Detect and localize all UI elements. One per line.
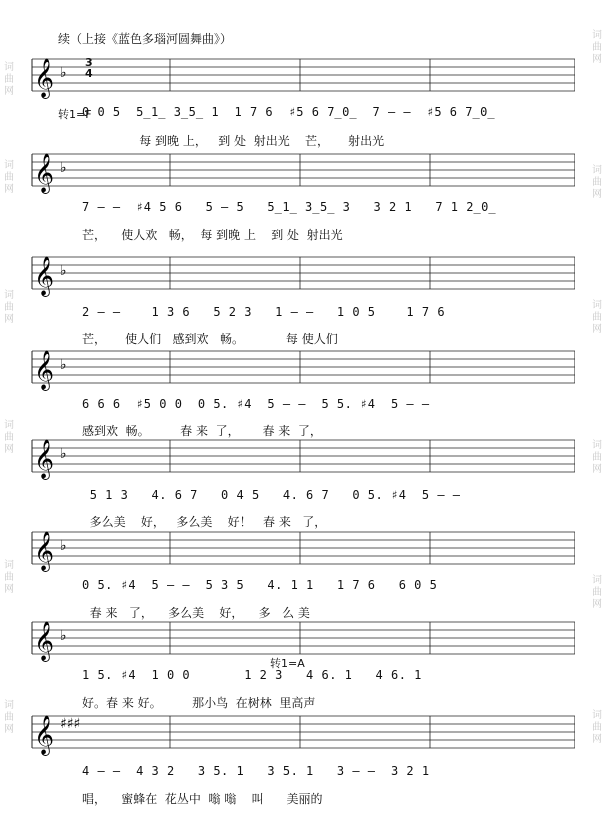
watermark-char: 词 bbox=[4, 560, 14, 571]
watermark-char: 网 bbox=[592, 54, 602, 65]
treble-clef-icon: 𝄞 bbox=[34, 350, 55, 390]
watermark-char: 词 bbox=[4, 62, 14, 73]
staff-lines bbox=[30, 55, 575, 99]
staff-system bbox=[30, 528, 575, 572]
watermark-char: 曲 bbox=[592, 42, 602, 53]
watermark-char: 曲 bbox=[4, 74, 14, 85]
lyrics-line: 感到欢 畅。 春 来 了， 春 来 了， bbox=[82, 424, 322, 438]
treble-clef-icon: 𝄞 bbox=[34, 58, 55, 98]
watermark-char: 网 bbox=[4, 314, 14, 325]
watermark-left-4 bbox=[2, 420, 16, 456]
lyrics-line: 唱， 蜜蜂在 花丛中 嗡 嗡 叫 美丽的 bbox=[82, 792, 323, 806]
watermark-char: 曲 bbox=[592, 312, 602, 323]
watermark-right-4 bbox=[590, 440, 604, 476]
treble-clef-icon: 𝄞 bbox=[34, 153, 55, 193]
flat-key-icon: ♭ bbox=[60, 357, 67, 373]
watermark-left-5 bbox=[2, 560, 16, 596]
watermark-char: 网 bbox=[592, 599, 602, 610]
lyrics-line: 多么美 好， 多么美 好！ 春 来 了， bbox=[82, 515, 327, 529]
flat-key-icon: ♭ bbox=[60, 65, 67, 81]
staff-system bbox=[30, 712, 575, 756]
watermark-char: 词 bbox=[592, 165, 602, 176]
watermark-char: 曲 bbox=[4, 712, 14, 723]
watermark-char: 词 bbox=[4, 420, 14, 431]
watermark-char: 词 bbox=[592, 440, 602, 451]
staff-lines bbox=[30, 347, 575, 391]
jianpu-line: 1 5. ♯4 1 0 0 1 2 3 4 6. 1 4 6. 1 bbox=[82, 668, 422, 682]
staff-lines bbox=[30, 712, 575, 756]
watermark-left-6 bbox=[2, 700, 16, 736]
watermark-char: 词 bbox=[4, 290, 14, 301]
jianpu-line: 7 — — ♯4 5 6 5 — 5 5̲1̲ 3̲5̲ 3 3 2 1 7 1 2̲0̲ bbox=[82, 200, 497, 214]
treble-clef-icon: 𝄞 bbox=[34, 621, 55, 661]
sharp-key-icon: ♯♯♯ bbox=[60, 716, 81, 732]
time-signature bbox=[85, 57, 93, 79]
staff-system bbox=[30, 253, 575, 297]
watermark-char: 网 bbox=[592, 464, 602, 475]
watermark-char: 曲 bbox=[4, 572, 14, 583]
watermark-char: 网 bbox=[4, 724, 14, 735]
treble-clef-icon: 𝄞 bbox=[34, 256, 55, 296]
watermark-char: 词 bbox=[592, 30, 602, 41]
jianpu-line: 4 — — 4 3 2 3 5. 1 3 5. 1 3 — — 3 2 1 bbox=[82, 764, 430, 778]
watermark-char: 网 bbox=[4, 444, 14, 455]
treble-clef-icon: 𝄞 bbox=[34, 715, 55, 755]
watermark-right-6 bbox=[590, 710, 604, 746]
watermark-char: 词 bbox=[4, 160, 14, 171]
staff-lines bbox=[30, 436, 575, 480]
staff-system bbox=[30, 436, 575, 480]
watermark-char: 网 bbox=[592, 189, 602, 200]
treble-clef-icon: 𝄞 bbox=[34, 439, 55, 479]
staff-lines bbox=[30, 150, 575, 194]
treble-clef-icon: 𝄞 bbox=[34, 531, 55, 571]
flat-key-icon: ♭ bbox=[60, 160, 67, 176]
lyrics-line: 好。春 来 好。 那小鸟 在树林 里高声 bbox=[82, 696, 316, 710]
watermark-char: 网 bbox=[4, 86, 14, 97]
lyrics-line: 春 来 了， 多么美 好， 多 么 美 bbox=[82, 606, 310, 620]
watermark-left-3 bbox=[2, 290, 16, 326]
lyrics-line: 每 到晚 上， 到 处 射出光 芒， 射出光 bbox=[82, 134, 385, 148]
watermark-right-2 bbox=[590, 165, 604, 201]
watermark-char: 词 bbox=[592, 575, 602, 586]
watermark-char: 曲 bbox=[592, 177, 602, 188]
watermark-char: 曲 bbox=[592, 452, 602, 463]
staff-lines bbox=[30, 528, 575, 572]
watermark-char: 曲 bbox=[592, 722, 602, 733]
watermark-char: 词 bbox=[592, 300, 602, 311]
watermark-char: 曲 bbox=[592, 587, 602, 598]
jianpu-line: 5 1 3 4. 6 7 0 4 5 4. 6 7 0 5. ♯4 5 — — bbox=[82, 488, 461, 502]
jianpu-line: 0 5. ♯4 5 — — 5 3 5 4. 1 1 1 7 6 6 0 5 bbox=[82, 578, 438, 592]
watermark-char: 曲 bbox=[4, 432, 14, 443]
lyrics-line: 芒， 使人欢 畅， 每 到晚 上 到 处 射出光 bbox=[82, 228, 343, 242]
watermark-char: 词 bbox=[592, 710, 602, 721]
watermark-left-1 bbox=[2, 62, 16, 98]
flat-key-icon: ♭ bbox=[60, 538, 67, 554]
key-change-label: 转1=F bbox=[58, 108, 92, 121]
time-signature-bottom: 4 bbox=[85, 67, 93, 80]
time-signature-top: 3 bbox=[85, 56, 93, 69]
staff-system bbox=[30, 150, 575, 194]
watermark-char: 网 bbox=[4, 184, 14, 195]
watermark-char: 网 bbox=[4, 584, 14, 595]
staff-system bbox=[30, 347, 575, 391]
staff-lines bbox=[30, 253, 575, 297]
watermark-right-1 bbox=[590, 30, 604, 66]
flat-key-icon: ♭ bbox=[60, 628, 67, 644]
watermark-left-2 bbox=[2, 160, 16, 196]
page-title: 续（上接《蓝色多瑙河圆舞曲》） bbox=[58, 32, 233, 46]
jianpu-line: 0 0 5 5̲1̲ 3̲5̲ 1 1 7 6 ♯5 6 7̲0̲ 7 — — ♯5 6 7̲0̲ bbox=[82, 105, 496, 119]
watermark-char: 网 bbox=[592, 734, 602, 745]
flat-key-icon: ♭ bbox=[60, 263, 67, 279]
key-change-label: 转1=A bbox=[270, 657, 305, 670]
flat-key-icon: ♭ bbox=[60, 446, 67, 462]
watermark-char: 曲 bbox=[4, 302, 14, 313]
jianpu-line: 2 — — 1 3 6 5 2 3 1 — — 1 0 5 1 7 6 bbox=[82, 305, 446, 319]
lyrics-line: 芒， 使人们 感到欢 畅。 每 使人们 bbox=[82, 332, 338, 346]
jianpu-line: 6 6 6 ♯5 0 0 0 5. ♯4 5 — — 5 5. ♯4 5 — — bbox=[82, 397, 430, 411]
staff-system bbox=[30, 55, 575, 99]
watermark-char: 曲 bbox=[4, 172, 14, 183]
watermark-char: 词 bbox=[4, 700, 14, 711]
watermark-char: 网 bbox=[592, 324, 602, 335]
